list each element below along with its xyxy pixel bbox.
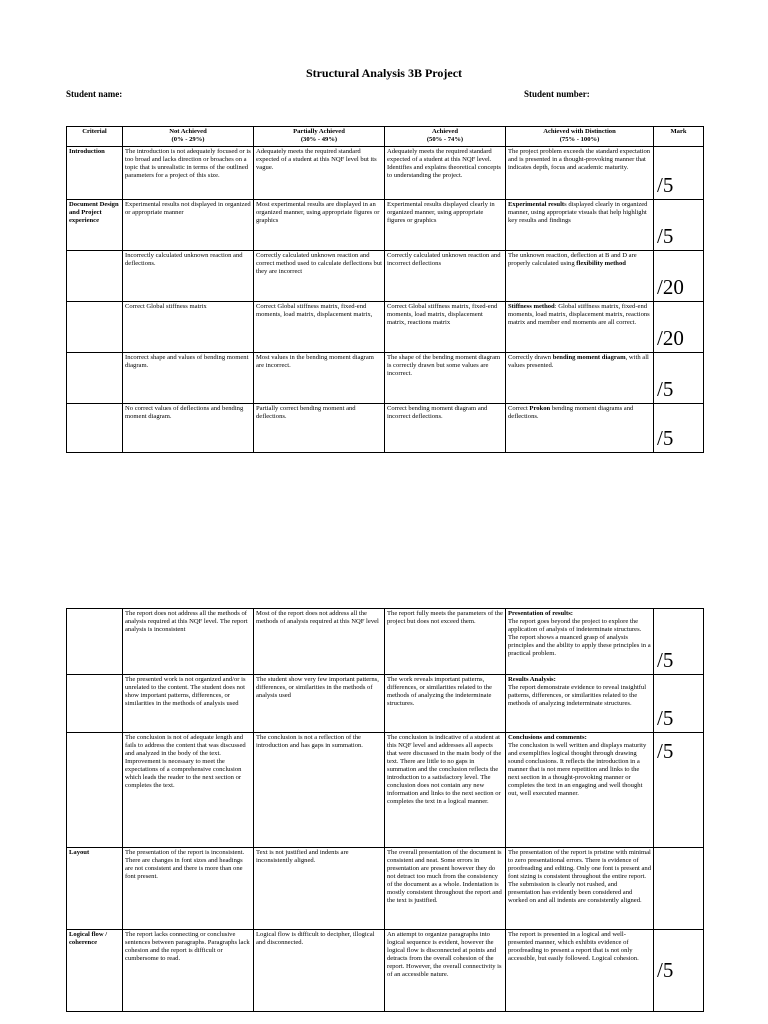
distinction-cell: Stiffness method: Global stiffness matrix, fixed-end moments, load matrix, displacement matrix, reactions matrix and member end moments are all correct. xyxy=(506,302,654,353)
partially-achieved-cell: Correctly calculated unknown reaction and correct method used to calculate deflections but they are incorrect xyxy=(254,251,385,302)
mark-cell: /5 xyxy=(654,404,704,453)
header-mark: Mark xyxy=(654,127,704,147)
header-not-achieved: Not Achieved (0% - 29%) xyxy=(123,127,254,147)
header-achieved: Achieved (50% - 74%) xyxy=(385,127,506,147)
achieved-cell: Experimental results displayed clearly in organized manner, using appropriate figures or graphics xyxy=(385,200,506,251)
student-number-label: Student number: xyxy=(524,89,590,99)
distinction-cell: Presentation of results: The report goes beyond the project to explore the application of analysis of indeterminate structures. The report shows a nuanced grasp of analysis principles and the ability to apply these principles in a practical problem. xyxy=(506,609,654,675)
mark-cell: /20 xyxy=(654,251,704,302)
criterion-cell xyxy=(67,404,123,453)
achieved-cell: The shape of the bending moment diagram is correctly drawn but some values are incorrect. xyxy=(385,353,506,404)
mark-cell xyxy=(654,848,704,930)
criterion-cell xyxy=(67,733,123,848)
achieved-cell: The work reveals important patterns, differences, or similarities related to the methods of analyzing the indeterminate structures. xyxy=(385,675,506,733)
distinction-cell: The presentation of the report is pristine with minimal to zero presentational errors. There is evidence of proofreading and editing. Only one font is present and font sizing is consistent throughout the entire report. The submission is clearly not rushed, and presentation has evidently been considered and worked on and all indents are consistently aligned. xyxy=(506,848,654,930)
distinction-cell: Conclusions and comments: The conclusion is well written and displays maturity and exemplifies logical thought through drawing sound conclusions. It reflects the introduction in a manner that is not mere repetition and links to the next section in a thought-provoking manner or completes the text in an engaging and well thought out, well executed manner. xyxy=(506,733,654,848)
distinction-cell: The report is presented in a logical and well- presented manner, which exhibits evidence of proofreading to present a report that is not only accessible, but easily followed. Logical cohesion. xyxy=(506,930,654,1012)
achieved-cell: Adequately meets the required standard expected of a student at this NQF level. Identifies and explains theoretical concepts to understanding the project. xyxy=(385,147,506,200)
distinction-cell: The unknown reaction, deflection at B and D are properly calculated using flexibility method xyxy=(506,251,654,302)
criterion-cell xyxy=(67,251,123,302)
not-achieved-cell: The report does not address all the methods of analysis required at this NQF level. The report analysis is inconsistent xyxy=(123,609,254,675)
table-row xyxy=(67,609,704,675)
criterion-cell: Layout xyxy=(67,848,123,930)
partially-achieved-cell: Text is not justified and indents are inconsistently aligned. xyxy=(254,848,385,930)
not-achieved-cell: The report lacks connecting or conclusive sentences between paragraphs. Paragraphs lack cohesion and the report is difficult or cumbersome to read. xyxy=(123,930,254,1012)
partially-achieved-cell: The conclusion is not a reflection of the introduction and has gaps in summation. xyxy=(254,733,385,848)
partially-achieved-cell: The student show very few important patterns, differences, or similarities in the methods of analysis used xyxy=(254,675,385,733)
not-achieved-cell: No correct values of deflections and bending moment diagram. xyxy=(123,404,254,453)
table-row xyxy=(67,930,704,1012)
table-row xyxy=(67,251,704,302)
distinction-cell: The project problem exceeds the standard expectation and is presented in a thought-provoking manner that indicates depth, focus and academic maturity. xyxy=(506,147,654,200)
distinction-cell: Experimental results displayed clearly in organized manner, using appropriate visuals that help highlight key results and findings xyxy=(506,200,654,251)
table-row xyxy=(67,675,704,733)
achieved-cell: Correct bending moment diagram and incorrect deflections. xyxy=(385,404,506,453)
distinction-cell: Correct Prokon bending moment diagrams and deflections. xyxy=(506,404,654,453)
criterion-cell: Logical flow / coherence xyxy=(67,930,123,1012)
document-title: Structural Analysis 3B Project xyxy=(305,66,463,80)
distinction-cell: Results Analysis: The report demonstrate evidence to reveal insightful patterns, differences, or similarities related to the methods of analyzing indeterminate structures. xyxy=(506,675,654,733)
mark-cell: /5 xyxy=(654,675,704,733)
criterion-cell: Document Design and Project experience xyxy=(67,200,123,251)
mark-cell: /5 xyxy=(654,609,704,675)
partially-achieved-cell: Logical flow is difficult to decipher, illogical and disconnected. xyxy=(254,930,385,1012)
achieved-cell: Correct Global stiffness matrix, fixed-end moments, load matrix, displacement matrix, reactions matrix xyxy=(385,302,506,353)
header-row xyxy=(67,127,704,147)
mark-cell: /5 xyxy=(654,353,704,404)
mark-cell: /5 xyxy=(654,147,704,200)
not-achieved-cell: The presentation of the report is inconsistent. There are changes in font sizes and headings are not consistent and there is more than one font present. xyxy=(123,848,254,930)
table-row xyxy=(67,733,704,848)
table-row xyxy=(67,404,704,453)
criterion-cell: Introduction xyxy=(67,147,123,200)
not-achieved-cell: The introduction is not adequately focused or is too broad and lacks direction or broaches on a topic that is unrealistic in terms of the outlined parameters for a project of this size. xyxy=(123,147,254,200)
student-name-label: Student name: xyxy=(66,89,123,99)
mark-cell: /5 xyxy=(654,930,704,1012)
rubric-table-top xyxy=(66,126,704,453)
not-achieved-cell: The presented work is not organized and/or is unrelated to the content. The student does not show important patterns, differences, or similarities in the methods of analysis used xyxy=(123,675,254,733)
not-achieved-cell: Incorrect shape and values of bending moment diagram. xyxy=(123,353,254,404)
table-row xyxy=(67,147,704,200)
criterion-cell xyxy=(67,353,123,404)
criterion-cell xyxy=(67,609,123,675)
achieved-cell: The report fully meets the parameters of the project but does not exceed them. xyxy=(385,609,506,675)
criterion-cell xyxy=(67,675,123,733)
partially-achieved-cell: Partially correct bending moment and deflections. xyxy=(254,404,385,453)
rubric-table-bottom xyxy=(66,608,704,1012)
partially-achieved-cell: Adequately meets the required standard expected of a student at this NQF level but its vague. xyxy=(254,147,385,200)
partially-achieved-cell: Most values in the bending moment diagram are incorrect. xyxy=(254,353,385,404)
mark-cell: /5 xyxy=(654,200,704,251)
header-partially-achieved: Partially Achieved (30% - 49%) xyxy=(254,127,385,147)
table-row xyxy=(67,200,704,251)
partially-achieved-cell: Most of the report does not address all the methods of analysis required at this NQF level xyxy=(254,609,385,675)
header-criterial: Criterial xyxy=(67,127,123,147)
achieved-cell: The conclusion is indicative of a student at this NQF level and addresses all aspects that were discussed in the main body of the text. There are little to no gaps in summation and the conclusion reflects the introduction to a satisfactory level. The conclusion does not contain any new information and links to the next section or completes the text in a logical manner. xyxy=(385,733,506,848)
criterion-cell xyxy=(67,302,123,353)
table-row xyxy=(67,302,704,353)
mark-cell: /5 xyxy=(654,733,704,848)
mark-cell: /20 xyxy=(654,302,704,353)
table-row xyxy=(67,353,704,404)
achieved-cell: The overall presentation of the document is consistent and neat. Some errors in presentation are present however they do not detract too much from the consistency of the document as a whole. Indentation is mostly consistent throughout the report and the text is justified. xyxy=(385,848,506,930)
distinction-cell: Correctly drawn bending moment diagram, with all values presented. xyxy=(506,353,654,404)
achieved-cell: Correctly calculated unknown reaction and incorrect deflections xyxy=(385,251,506,302)
not-achieved-cell: The conclusion is not of adequate length and fails to address the content that was discussed and analyzed in the body of the text. Improvement is necessary to meet the expectations of a comprehensive conclusion which leads the reader to the next section or completes the text. xyxy=(123,733,254,848)
not-achieved-cell: Correct Global stiffness matrix xyxy=(123,302,254,353)
not-achieved-cell: Experimental results not displayed in organized or appropriate manner xyxy=(123,200,254,251)
table-row xyxy=(67,848,704,930)
achieved-cell: An attempt to organize paragraphs into logical sequence is evident, however the logical flow is disconnected at points and detracts from the overall cohesion of the report. However, the overall connectivity is of an accessible nature. xyxy=(385,930,506,1012)
header-distinction: Achieved with Distinction (75% - 100%) xyxy=(506,127,654,147)
partially-achieved-cell: Correct Global stiffness matrix, fixed-end moments, load matrix, displacement matrix, xyxy=(254,302,385,353)
not-achieved-cell: Incorrectly calculated unknown reaction and deflections. xyxy=(123,251,254,302)
partially-achieved-cell: Most experimental results are displayed in an organized manner, using appropriate figures or graphics xyxy=(254,200,385,251)
